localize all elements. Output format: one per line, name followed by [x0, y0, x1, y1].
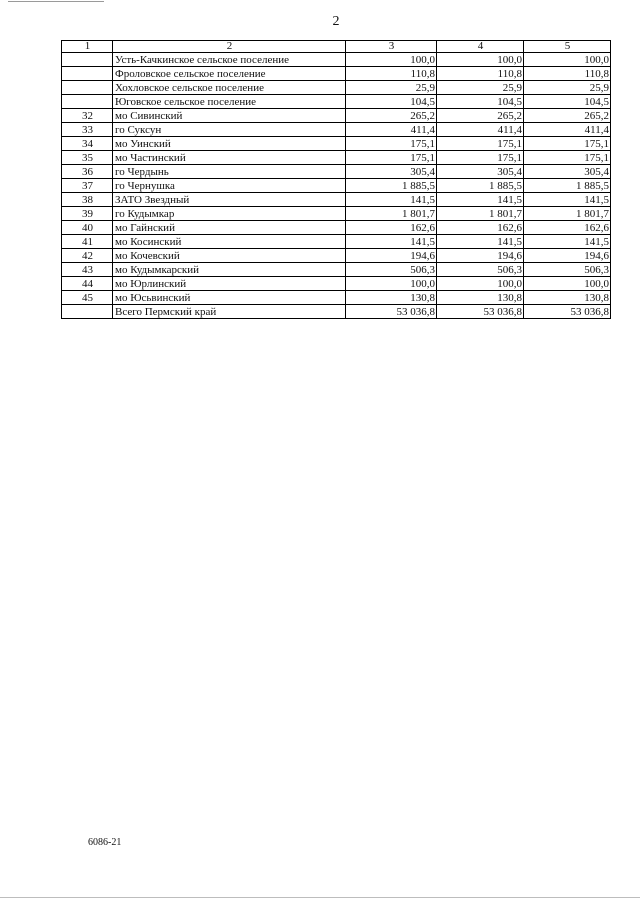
value-col5-cell: 305,4	[524, 165, 611, 179]
municipality-name-cell: го Кудымкар	[113, 207, 346, 221]
scan-edge-line	[0, 897, 640, 898]
value-col4-cell: 110,8	[437, 67, 524, 81]
table-row	[62, 193, 611, 207]
row-number-cell	[62, 53, 113, 67]
municipality-name-cell: мо Юрлинский	[113, 277, 346, 291]
value-col5-cell: 175,1	[524, 137, 611, 151]
value-col3-cell: 194,6	[346, 249, 437, 263]
table-row	[62, 179, 611, 193]
value-col4-cell: 411,4	[437, 123, 524, 137]
value-col3-cell: 53 036,8	[346, 305, 437, 319]
value-col4-cell: 141,5	[437, 193, 524, 207]
value-col5-cell: 110,8	[524, 67, 611, 81]
table-header-row	[62, 41, 611, 53]
row-number-cell: 37	[62, 179, 113, 193]
table-row	[62, 81, 611, 95]
municipality-name-cell: мо Частинский	[113, 151, 346, 165]
value-col3-cell: 175,1	[346, 137, 437, 151]
table-row	[62, 123, 611, 137]
value-col3-cell: 1 801,7	[346, 207, 437, 221]
value-col5-cell: 1 801,7	[524, 207, 611, 221]
table-row	[62, 95, 611, 109]
value-col4-cell: 104,5	[437, 95, 524, 109]
row-number-cell	[62, 305, 113, 319]
value-col5-cell: 194,6	[524, 249, 611, 263]
municipality-name-cell: мо Гайнский	[113, 221, 346, 235]
value-col5-cell: 411,4	[524, 123, 611, 137]
page-number: 2	[332, 14, 340, 29]
value-col3-cell: 162,6	[346, 221, 437, 235]
value-col4-cell: 1 885,5	[437, 179, 524, 193]
municipality-name-cell: Хохловское сельское поселение	[113, 81, 346, 95]
value-col5-cell: 53 036,8	[524, 305, 611, 319]
table-row	[62, 67, 611, 81]
column-header-5: 5	[524, 41, 611, 53]
table-row	[62, 291, 611, 305]
municipality-name-cell: го Чернушка	[113, 179, 346, 193]
scan-edge-line	[8, 1, 104, 2]
column-header-1: 1	[62, 41, 113, 53]
table-row	[62, 221, 611, 235]
value-col3-cell: 411,4	[346, 123, 437, 137]
column-header-3: 3	[346, 41, 437, 53]
value-col3-cell: 100,0	[346, 53, 437, 67]
municipality-name-cell: мо Юсьвинский	[113, 291, 346, 305]
municipality-name-cell: Усть-Качкинское сельское поселение	[113, 53, 346, 67]
value-col3-cell: 305,4	[346, 165, 437, 179]
municipality-name-cell: мо Косинский	[113, 235, 346, 249]
table-row	[62, 137, 611, 151]
value-col3-cell: 104,5	[346, 95, 437, 109]
municipality-name-cell: Всего Пермский край	[113, 305, 346, 319]
value-col3-cell: 25,9	[346, 81, 437, 95]
municipality-name-cell: мо Кудымкарский	[113, 263, 346, 277]
value-col3-cell: 100,0	[346, 277, 437, 291]
table-row	[62, 151, 611, 165]
value-col4-cell: 1 801,7	[437, 207, 524, 221]
value-col4-cell: 130,8	[437, 291, 524, 305]
document-code: 6086-21	[88, 837, 122, 848]
row-number-cell: 44	[62, 277, 113, 291]
value-col5-cell: 100,0	[524, 53, 611, 67]
value-col4-cell: 506,3	[437, 263, 524, 277]
table-row	[62, 305, 611, 319]
row-number-cell: 40	[62, 221, 113, 235]
value-col4-cell: 141,5	[437, 235, 524, 249]
value-col5-cell: 100,0	[524, 277, 611, 291]
row-number-cell: 34	[62, 137, 113, 151]
row-number-cell	[62, 95, 113, 109]
data-table	[61, 40, 611, 319]
value-col3-cell: 130,8	[346, 291, 437, 305]
value-col5-cell: 175,1	[524, 151, 611, 165]
value-col5-cell: 506,3	[524, 263, 611, 277]
table-row	[62, 165, 611, 179]
row-number-cell: 36	[62, 165, 113, 179]
value-col4-cell: 162,6	[437, 221, 524, 235]
municipality-name-cell: Юговское сельское поселение	[113, 95, 346, 109]
row-number-cell: 39	[62, 207, 113, 221]
value-col4-cell: 194,6	[437, 249, 524, 263]
value-col4-cell: 265,2	[437, 109, 524, 123]
value-col5-cell: 1 885,5	[524, 179, 611, 193]
column-header-2: 2	[113, 41, 346, 53]
table-row	[62, 207, 611, 221]
row-number-cell: 45	[62, 291, 113, 305]
value-col3-cell: 1 885,5	[346, 179, 437, 193]
value-col4-cell: 100,0	[437, 277, 524, 291]
municipality-name-cell: мо Сивинский	[113, 109, 346, 123]
table-row	[62, 263, 611, 277]
value-col3-cell: 175,1	[346, 151, 437, 165]
value-col5-cell: 162,6	[524, 221, 611, 235]
municipality-name-cell: Фроловское сельское поселение	[113, 67, 346, 81]
table-row	[62, 109, 611, 123]
row-number-cell: 35	[62, 151, 113, 165]
municipality-name-cell: го Суксун	[113, 123, 346, 137]
value-col4-cell: 175,1	[437, 137, 524, 151]
value-col3-cell: 141,5	[346, 193, 437, 207]
row-number-cell: 41	[62, 235, 113, 249]
row-number-cell: 33	[62, 123, 113, 137]
municipality-name-cell: го Чердынь	[113, 165, 346, 179]
value-col5-cell: 104,5	[524, 95, 611, 109]
table-row	[62, 235, 611, 249]
value-col4-cell: 305,4	[437, 165, 524, 179]
column-header-4: 4	[437, 41, 524, 53]
row-number-cell: 32	[62, 109, 113, 123]
table-row	[62, 277, 611, 291]
table-row	[62, 249, 611, 263]
value-col5-cell: 141,5	[524, 235, 611, 249]
row-number-cell: 43	[62, 263, 113, 277]
row-number-cell: 42	[62, 249, 113, 263]
row-number-cell	[62, 67, 113, 81]
value-col5-cell: 265,2	[524, 109, 611, 123]
value-col3-cell: 265,2	[346, 109, 437, 123]
table-row	[62, 53, 611, 67]
value-col3-cell: 110,8	[346, 67, 437, 81]
row-number-cell: 38	[62, 193, 113, 207]
municipality-name-cell: мо Уинский	[113, 137, 346, 151]
value-col3-cell: 506,3	[346, 263, 437, 277]
value-col3-cell: 141,5	[346, 235, 437, 249]
value-col5-cell: 130,8	[524, 291, 611, 305]
value-col5-cell: 25,9	[524, 81, 611, 95]
value-col5-cell: 141,5	[524, 193, 611, 207]
row-number-cell	[62, 81, 113, 95]
municipality-name-cell: ЗАТО Звездный	[113, 193, 346, 207]
municipality-name-cell: мо Кочевский	[113, 249, 346, 263]
value-col4-cell: 25,9	[437, 81, 524, 95]
value-col4-cell: 175,1	[437, 151, 524, 165]
value-col4-cell: 100,0	[437, 53, 524, 67]
table-body	[62, 41, 611, 319]
value-col4-cell: 53 036,8	[437, 305, 524, 319]
